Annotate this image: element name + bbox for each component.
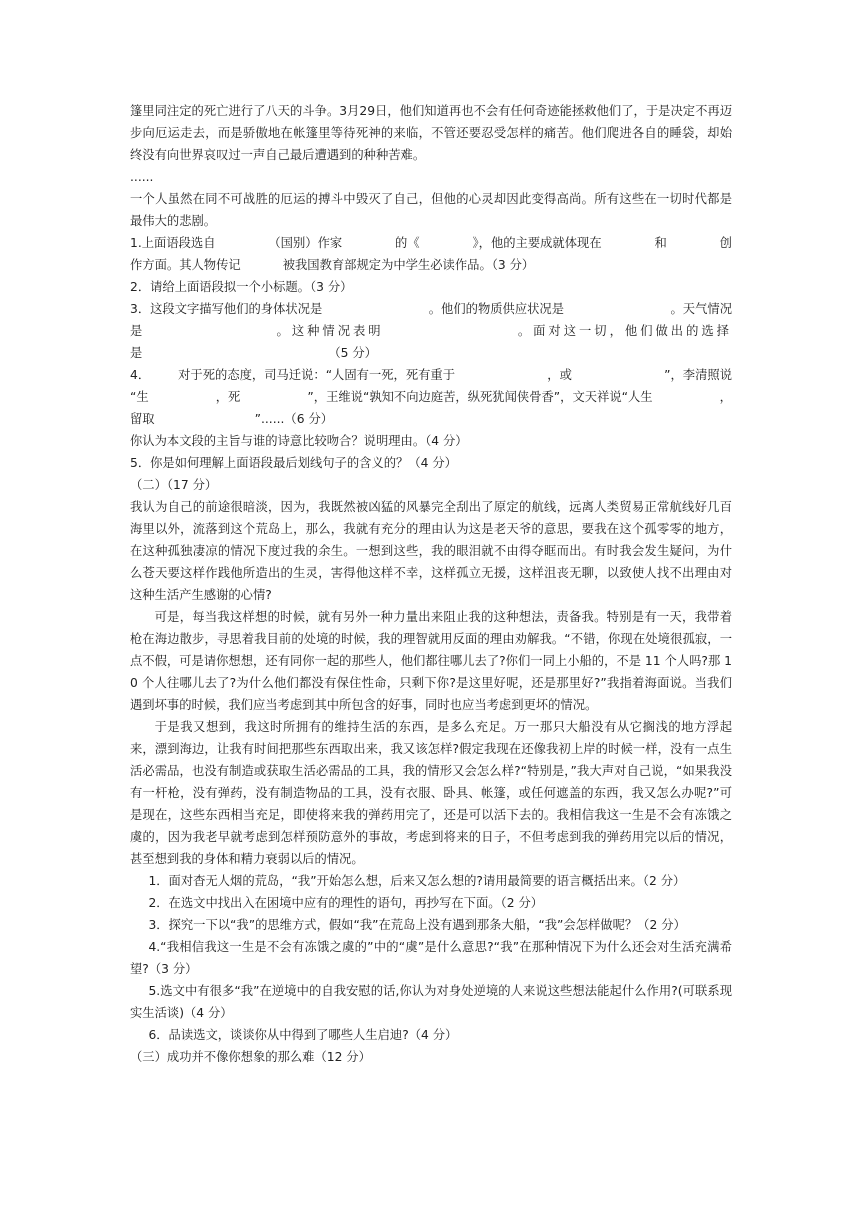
question-2: 2．请给上面语段拟一个小标题。（3 分） — [130, 280, 353, 294]
question-4-followup: 你认为本文段的主旨与谁的诗意比较吻合？说明理由。（4 分） — [130, 434, 468, 448]
section-heading: （二）（17 分） — [130, 478, 218, 492]
ellipsis: ...... — [130, 170, 154, 184]
passage-paragraph: 篷里同注定的死亡进行了八天的斗争。3月29日，他们知道再也不会有任何奇迹能拯救他们了，于是决定不再迈步向厄运走去，而是骄傲地在帐篷里等待死神的来临，不管还要忍受怎样的痛苦。他们爬进各自的睡袋，却始终没有向世界哀叹过一声自己最后遭遇到的种种苦难。 — [130, 104, 732, 162]
document-page — [130, 100, 732, 1068]
question-3-cont: 是 。这种情况表明 。面对这一切，他们做出的选择 — [130, 324, 732, 338]
question-5: 5．你是如何理解上面语段最后划线句子的含义的？（4 分） — [130, 456, 457, 470]
question-3-cont: 是 （5 分） — [130, 346, 377, 360]
question-3: 3．这段文字描写他们的身体状况是 。他们的物质供应状况是 。天气情况 — [130, 302, 732, 316]
question-item: 4.“我相信我这一生是不会有冻饿之虞的”中的“虞”是什么意思?“我”在那种情况下为什么还会对生活充满希望?（3 分） — [130, 940, 732, 976]
passage-paragraph: 我认为自己的前途很暗淡，因为，我既然被凶猛的风暴完全刮出了原定的航线，远离人类贸易正常航线好几百海里以外，流落到这个荒岛上，那么，我就有充分的理由认为这是老天爷的意思，要我在这个孤零零的地方，在这种孤独凄凉的情况下度过我的余生。一想到这些，我的眼泪就不由得夺眶而出。有时我会发生疑问，为什么苍天要这样作践他所造出的生灵，害得他这样不幸，这样孤立无援，这样沮丧无聊，以致使人找不出理由对这种生活产生感谢的心情? — [130, 500, 732, 602]
passage-paragraph: 一个人虽然在同不可战胜的厄运的搏斗中毁灭了自己，但他的心灵却因此变得高尚。所有这些在一切时代都是最伟大的悲剧。 — [130, 192, 732, 228]
question-item: 1．面对杳无人烟的荒岛，“我”开始怎么想，后来又怎么想的?请用最简要的语言概括出来。（2 分） — [148, 874, 686, 888]
passage-paragraph: 于是我又想到，我这时所拥有的维持生活的东西，是多么充足。万一那只大船没有从它搁浅的地方浮起来，漂到海边，让我有时间把那些东西取出来，我又该怎样?假定我现在还像我初上岸的时候一样，没有一点生活必需品，也没有制造或获取生活必需品的工具，我的情形又会怎么样?“特别是，”我大声对自己说，“如果我没有一杆枪，没有弹药，没有制造物品的工具，没有衣服、卧具、帐篷，或任何遮盖的东西，我又怎么办呢?”可是现在，这些东西相当充足，即使将来我的弹药用完了，还是可以活下去的。我相信我这一生是不会有冻饿之虞的，因为我老早就考虑到怎样预防意外的事故，考虑到将来的日子，不但考虑到我的弹药用完以后的情况，甚至想到我的身体和精力衰弱以后的情况。 — [130, 720, 732, 866]
question-item: 2．在选文中找出入在困境中应有的理性的语句，再抄写在下面。（2 分） — [148, 896, 544, 910]
passage-paragraph: 可是，每当我这样想的时候，就有另外一种力量出来阻止我的这种想法，责备我。特别是有一天，我带着枪在海边散步，寻思着我目前的处境的时候，我的理智就用反面的理由劝解我。“不错，你现在处境很孤寂，一点不假，可是请你想想，还有同你一起的那些人，他们都往哪儿去了?你们一同上小船的，不是 11 个人吗?那 10 个人往哪儿去了?为什么他们都没有保住性命，只剩下你?是这里好呢，还是那里好?”我指着海面说。当我们遇到坏事的时候，我们应当考虑到其中所包含的好事，同时也应当考虑到更坏的情况。 — [130, 610, 732, 712]
question-1-cont: 作方面。其人物传记 被我国教育部规定为中学生必读作品。（3 分） — [130, 258, 535, 272]
question-item: 6．品读选文，谈谈你从中得到了哪些人生启迪?（4 分） — [148, 1028, 458, 1042]
question-4-cont: “生 ，死 ”，王维说“孰知不向边庭苦，纵死犹闻侠骨香”，文天祥说“人生 ， — [130, 390, 732, 404]
question-item: 5.选文中有很多“我”在逆境中的自我安慰的话,你认为对身处逆境的人来说这些想法能起什么作用?(可联系现实生活谈)（4 分） — [130, 984, 732, 1020]
question-4-cont: 留取 ”......（6 分） — [130, 412, 334, 426]
section-heading: （三）成功并不像你想象的那么难（12 分） — [130, 1050, 371, 1064]
question-4: 4． 对于死的态度，司马迁说：“人固有一死，死有重于 ，或 ”，李清照说 — [130, 368, 732, 382]
question-1: 1.上面语段选自 （国别）作家 的《 》，他的主要成就体现在 和 创 — [130, 236, 732, 250]
question-item: 3．探究一下以“我”的思维方式，假如“我”在荒岛上没有遇到那条大船，“我”会怎样做呢？（2 分） — [148, 918, 686, 932]
